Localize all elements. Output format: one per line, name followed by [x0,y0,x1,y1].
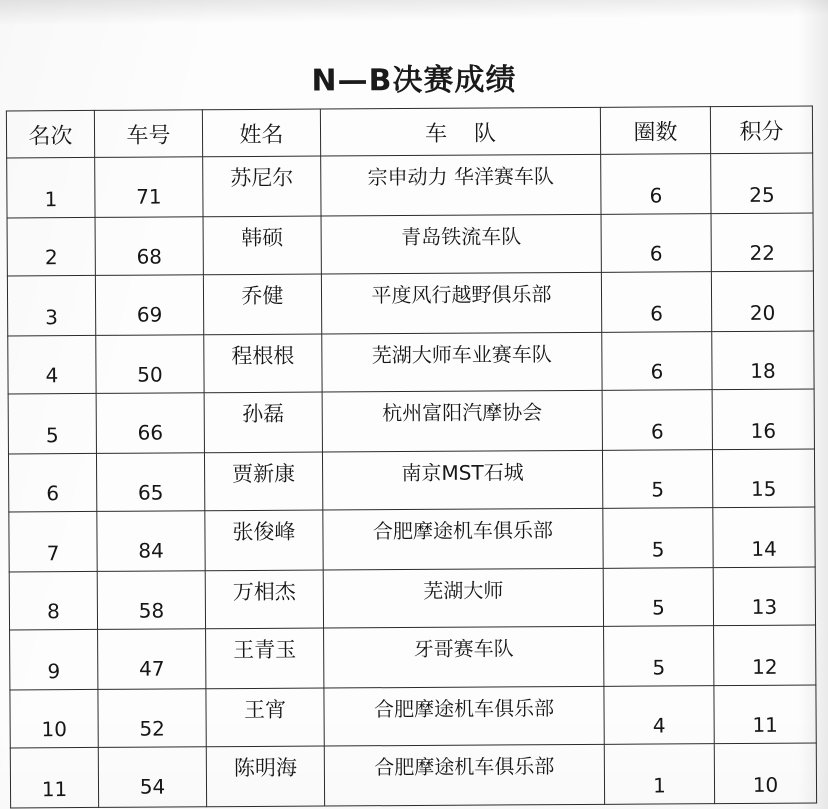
cell-car-number: 47 [98,629,206,690]
cell-laps: 5 [603,508,713,569]
cell-name: 贾新康 [204,452,322,511]
cell-team: 合肥摩途机车俱乐部 [324,686,604,746]
table-row [7,271,813,336]
cell-points: 20 [711,271,813,332]
cell-car-number: 68 [95,217,203,276]
cell-name: 苏尼尔 [203,156,321,217]
cell-car-number: 65 [96,453,204,512]
cell-points: 15 [712,449,814,508]
cell-car-number: 50 [96,335,204,394]
cell-name: 孙磊 [204,392,322,453]
cell-team: 合肥摩途机车俱乐部 [323,508,603,570]
cell-name: 王青玉 [206,628,324,689]
table-row [8,331,814,394]
cell-team: 牙哥赛车队 [324,626,604,688]
cell-points: 11 [714,685,816,744]
cell-name: 张俊峰 [205,510,323,571]
cell-team: 芜湖大师车业赛车队 [322,332,602,392]
cell-car-number: 54 [98,747,206,808]
cell-rank: 2 [7,217,95,276]
cell-laps: 6 [602,332,712,391]
cell-rank: 8 [9,571,97,630]
cell-team: 合肥摩途机车俱乐部 [324,744,604,806]
cell-name: 韩硕 [203,216,321,275]
column-header-team: 车 队 [320,107,600,156]
table-header-row [6,106,812,158]
cell-rank: 5 [8,393,96,454]
cell-rank: 7 [9,511,97,572]
cell-name: 程根根 [204,334,322,393]
cell-team: 宗申动力 华洋赛车队 [321,154,601,216]
cell-points: 10 [714,743,816,804]
cell-rank: 6 [8,453,96,512]
cell-points: 16 [712,389,814,450]
cell-team: 南京MST石城 [322,450,602,510]
cell-rank: 4 [8,335,96,394]
cell-laps: 4 [604,686,714,745]
cell-rank: 10 [10,689,98,748]
table-row [10,743,816,808]
table-row [9,567,815,630]
cell-points: 22 [711,213,813,272]
cell-laps: 6 [601,272,711,333]
cell-points: 18 [712,331,814,390]
cell-laps: 5 [602,450,712,509]
cell-points: 12 [714,625,816,686]
table-row [7,213,813,276]
cell-laps: 6 [601,154,711,215]
table-row [8,449,814,512]
cell-name: 乔健 [203,274,321,335]
cell-rank: 3 [7,275,95,336]
cell-laps: 1 [604,744,714,805]
results-table-container [6,106,816,809]
cell-car-number: 52 [98,689,206,748]
table-row [8,389,814,454]
cell-car-number: 71 [95,157,203,218]
cell-laps: 6 [601,214,711,273]
cell-name: 陈明海 [206,746,324,807]
column-header-laps: 圈数 [600,107,710,155]
cell-laps: 5 [604,626,714,687]
column-header-car-number: 车号 [94,110,202,158]
cell-car-number: 66 [96,393,204,454]
column-header-rank: 名次 [6,110,94,158]
cell-rank: 9 [10,629,98,690]
cell-points: 25 [711,153,813,214]
results-table [6,106,817,809]
cell-rank: 1 [7,157,95,218]
table-row [10,685,816,748]
cell-team: 杭州富阳汽摩协会 [322,390,602,452]
cell-car-number: 69 [95,275,203,336]
column-header-name: 姓名 [202,109,320,157]
cell-laps: 6 [602,390,712,451]
cell-car-number: 58 [97,571,205,630]
cell-team: 芜湖大师 [323,568,603,628]
table-header [6,106,812,158]
cell-car-number: 84 [97,511,205,572]
table-row [9,507,815,572]
page-title: N—B决赛成绩 [311,62,517,99]
cell-points: 13 [713,567,815,626]
cell-rank: 11 [10,747,98,808]
cell-team: 青岛铁流车队 [321,214,601,274]
table-body [7,153,817,808]
column-header-points: 积分 [710,106,812,154]
table-row [10,625,816,690]
cell-name: 万相杰 [205,570,323,629]
cell-name: 王宵 [206,688,324,747]
table-row [7,153,813,218]
cell-team: 平度风行越野俱乐部 [321,272,601,334]
cell-points: 14 [713,507,815,568]
cell-laps: 5 [603,568,713,627]
